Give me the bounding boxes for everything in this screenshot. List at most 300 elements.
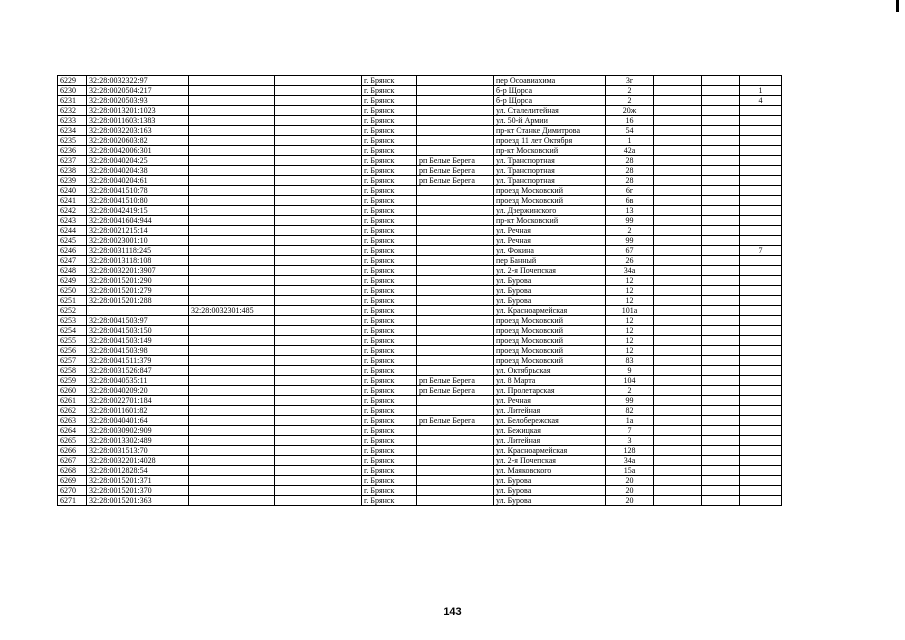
row-number: 6245 [58, 236, 87, 246]
street: ул. Октябрьская [494, 366, 606, 376]
empty-cell [275, 356, 362, 366]
district [417, 286, 494, 296]
house-number: 28 [606, 176, 654, 186]
cadastral-number: 32:28:0041503:150 [87, 326, 189, 336]
table-row [58, 246, 782, 256]
cadastral-number-alt [189, 206, 275, 216]
district [417, 206, 494, 216]
cadastral-number-alt [189, 246, 275, 256]
table-row [58, 306, 782, 316]
street: ул. Транспортная [494, 176, 606, 186]
cadastral-number: 32:28:0041604:944 [87, 216, 189, 226]
row-number: 6229 [58, 76, 87, 86]
empty-cell [275, 346, 362, 356]
flat-number [740, 436, 782, 446]
empty-cell [702, 256, 740, 266]
row-number: 6244 [58, 226, 87, 236]
district [417, 366, 494, 376]
house-number: 2 [606, 96, 654, 106]
empty-cell [275, 316, 362, 326]
empty-cell [654, 166, 702, 176]
house-number: 7 [606, 426, 654, 436]
cadastral-number: 32:28:0042419:15 [87, 206, 189, 216]
cadastral-number-alt [189, 426, 275, 436]
empty-cell [654, 446, 702, 456]
flat-number [740, 256, 782, 266]
district [417, 396, 494, 406]
city: г. Брянск [362, 96, 417, 106]
house-number: 3 [606, 436, 654, 446]
city: г. Брянск [362, 306, 417, 316]
row-number: 6238 [58, 166, 87, 176]
street: ул. 2-я Почепская [494, 456, 606, 466]
flat-number [740, 376, 782, 386]
empty-cell [275, 126, 362, 136]
empty-cell [654, 476, 702, 486]
table-row [58, 376, 782, 386]
flat-number [740, 236, 782, 246]
cadastral-number-alt [189, 296, 275, 306]
table-row [58, 466, 782, 476]
empty-cell [654, 146, 702, 156]
house-number: 12 [606, 326, 654, 336]
empty-cell [654, 366, 702, 376]
table-row [58, 266, 782, 276]
empty-cell [654, 426, 702, 436]
flat-number [740, 276, 782, 286]
empty-cell [702, 296, 740, 306]
empty-cell [275, 406, 362, 416]
empty-cell [702, 426, 740, 436]
district [417, 76, 494, 86]
district [417, 476, 494, 486]
row-number: 6246 [58, 246, 87, 256]
city: г. Брянск [362, 286, 417, 296]
house-number: 99 [606, 396, 654, 406]
empty-cell [654, 106, 702, 116]
empty-cell [702, 186, 740, 196]
street: ул. Белобережская [494, 416, 606, 426]
cadastral-number: 32:28:0031513:70 [87, 446, 189, 456]
house-number: 12 [606, 296, 654, 306]
cadastral-number: 32:28:0041511:379 [87, 356, 189, 366]
cadastral-number-alt [189, 366, 275, 376]
table-row [58, 396, 782, 406]
city: г. Брянск [362, 406, 417, 416]
cadastral-number-alt [189, 106, 275, 116]
empty-cell [275, 116, 362, 126]
empty-cell [275, 396, 362, 406]
district [417, 486, 494, 496]
empty-cell [275, 186, 362, 196]
table-row [58, 166, 782, 176]
empty-cell [654, 376, 702, 386]
empty-cell [702, 316, 740, 326]
cadastral-number-alt: 32:28:0032301:485 [189, 306, 275, 316]
table-row [58, 356, 782, 366]
city: г. Брянск [362, 196, 417, 206]
city: г. Брянск [362, 276, 417, 286]
empty-cell [275, 86, 362, 96]
cadastral-number: 32:28:0020603:82 [87, 136, 189, 146]
empty-cell [275, 496, 362, 506]
empty-cell [275, 156, 362, 166]
street: ул. Дзержинского [494, 206, 606, 216]
house-number: 82 [606, 406, 654, 416]
cadastral-number-alt [189, 386, 275, 396]
house-number: 104 [606, 376, 654, 386]
cadastral-number-alt [189, 86, 275, 96]
empty-cell [702, 196, 740, 206]
flat-number [740, 76, 782, 86]
empty-cell [654, 226, 702, 236]
district: рп Белые Берега [417, 176, 494, 186]
district [417, 336, 494, 346]
empty-cell [702, 166, 740, 176]
row-number: 6230 [58, 86, 87, 96]
row-number: 6259 [58, 376, 87, 386]
district [417, 196, 494, 206]
house-number: 28 [606, 166, 654, 176]
empty-cell [654, 96, 702, 106]
row-number: 6234 [58, 126, 87, 136]
flat-number [740, 226, 782, 236]
empty-cell [275, 206, 362, 216]
empty-cell [702, 436, 740, 446]
cadastral-number: 32:28:0015201:288 [87, 296, 189, 306]
house-number: 20 [606, 476, 654, 486]
table-row [58, 486, 782, 496]
flat-number [740, 486, 782, 496]
house-number: 99 [606, 216, 654, 226]
table-row [58, 176, 782, 186]
row-number: 6233 [58, 116, 87, 126]
row-number: 6241 [58, 196, 87, 206]
house-number: 12 [606, 336, 654, 346]
city: г. Брянск [362, 416, 417, 426]
cadastral-number: 32:28:0015201:370 [87, 486, 189, 496]
cadastral-number: 32:28:0040535:11 [87, 376, 189, 386]
flat-number [740, 416, 782, 426]
table-row [58, 496, 782, 506]
cadastral-number-alt [189, 356, 275, 366]
empty-cell [702, 486, 740, 496]
table-body [58, 76, 782, 506]
row-number: 6256 [58, 346, 87, 356]
empty-cell [702, 216, 740, 226]
house-number: 34а [606, 456, 654, 466]
empty-cell [275, 266, 362, 276]
cadastral-number: 32:28:0030902:909 [87, 426, 189, 436]
empty-cell [275, 106, 362, 116]
table-row [58, 196, 782, 206]
flat-number [740, 406, 782, 416]
empty-cell [654, 396, 702, 406]
empty-cell [702, 446, 740, 456]
street: ул. Бурова [494, 296, 606, 306]
table-row [58, 316, 782, 326]
cadastral-number: 32:28:0012828:54 [87, 466, 189, 476]
empty-cell [702, 106, 740, 116]
city: г. Брянск [362, 396, 417, 406]
row-number: 6235 [58, 136, 87, 146]
city: г. Брянск [362, 246, 417, 256]
page-number: 143 [443, 606, 462, 618]
empty-cell [275, 276, 362, 286]
house-number: 54 [606, 126, 654, 136]
flat-number [740, 156, 782, 166]
cadastral-number-alt [189, 116, 275, 126]
empty-cell [275, 166, 362, 176]
table-row [58, 476, 782, 486]
empty-cell [654, 266, 702, 276]
flat-number [740, 196, 782, 206]
district [417, 276, 494, 286]
cadastral-number: 32:28:0041503:97 [87, 316, 189, 326]
district [417, 186, 494, 196]
cadastral-number: 32:28:0040204:38 [87, 166, 189, 176]
row-number: 6240 [58, 186, 87, 196]
row-number: 6271 [58, 496, 87, 506]
house-number: 2 [606, 226, 654, 236]
flat-number [740, 336, 782, 346]
house-number: 28 [606, 156, 654, 166]
street: пер Банный [494, 256, 606, 266]
cadastral-number: 32:28:0020503:93 [87, 96, 189, 106]
cadastral-number-alt [189, 196, 275, 206]
empty-cell [654, 206, 702, 216]
flat-number [740, 426, 782, 436]
table-row [58, 366, 782, 376]
cadastral-number-alt [189, 336, 275, 346]
cadastral-number: 32:28:0040401:64 [87, 416, 189, 426]
street: ул. Бурова [494, 476, 606, 486]
row-number: 6260 [58, 386, 87, 396]
cadastral-number: 32:28:0021215:14 [87, 226, 189, 236]
empty-cell [702, 396, 740, 406]
house-number: 20ж [606, 106, 654, 116]
flat-number [740, 186, 782, 196]
street: проезд Московский [494, 316, 606, 326]
empty-cell [702, 236, 740, 246]
flat-number [740, 456, 782, 466]
flat-number [740, 146, 782, 156]
empty-cell [275, 386, 362, 396]
street: проезд Московский [494, 196, 606, 206]
cadastral-number-alt [189, 76, 275, 86]
street: проезд Московский [494, 336, 606, 346]
district [417, 466, 494, 476]
cadastral-number: 32:28:0031118:245 [87, 246, 189, 256]
cadastral-number: 32:28:0032322:97 [87, 76, 189, 86]
city: г. Брянск [362, 316, 417, 326]
street: ул. Красноармейская [494, 306, 606, 316]
row-number: 6253 [58, 316, 87, 326]
city: г. Брянск [362, 136, 417, 146]
row-number: 6239 [58, 176, 87, 186]
empty-cell [702, 146, 740, 156]
empty-cell [275, 136, 362, 146]
city: г. Брянск [362, 206, 417, 216]
row-number: 6263 [58, 416, 87, 426]
cadastral-number-alt [189, 276, 275, 286]
row-number: 6268 [58, 466, 87, 476]
district [417, 266, 494, 276]
city: г. Брянск [362, 216, 417, 226]
scan-edge-mark [896, 0, 899, 12]
table-row [58, 256, 782, 266]
table-row [58, 416, 782, 426]
table-row [58, 126, 782, 136]
empty-cell [654, 286, 702, 296]
empty-cell [654, 316, 702, 326]
house-number: 6в [606, 196, 654, 206]
street: ул. Бурова [494, 486, 606, 496]
house-number: 83 [606, 356, 654, 366]
house-number: 67 [606, 246, 654, 256]
street: ул. Маяковского [494, 466, 606, 476]
flat-number [740, 316, 782, 326]
table-row [58, 76, 782, 86]
row-number: 6257 [58, 356, 87, 366]
cadastral-number-alt [189, 136, 275, 146]
table-row [58, 156, 782, 166]
empty-cell [275, 366, 362, 376]
city: г. Брянск [362, 156, 417, 166]
cadastral-number: 32:28:0032203:163 [87, 126, 189, 136]
district [417, 496, 494, 506]
house-number: 15а [606, 466, 654, 476]
empty-cell [702, 496, 740, 506]
empty-cell [702, 336, 740, 346]
house-number: 1 [606, 136, 654, 146]
cadastral-number-alt [189, 286, 275, 296]
street: ул. Речная [494, 226, 606, 236]
empty-cell [275, 256, 362, 266]
house-number: 16 [606, 116, 654, 126]
flat-number [740, 136, 782, 146]
empty-cell [275, 476, 362, 486]
empty-cell [654, 496, 702, 506]
city: г. Брянск [362, 266, 417, 276]
cadastral-number-alt [189, 186, 275, 196]
table-row [58, 336, 782, 346]
city: г. Брянск [362, 476, 417, 486]
table-row [58, 96, 782, 106]
cadastral-number-alt [189, 226, 275, 236]
street: ул. 8 Марта [494, 376, 606, 386]
empty-cell [702, 266, 740, 276]
city: г. Брянск [362, 76, 417, 86]
empty-cell [702, 156, 740, 166]
empty-cell [275, 466, 362, 476]
cadastral-number: 32:28:0013118:108 [87, 256, 189, 266]
cadastral-number: 32:28:0013201:1023 [87, 106, 189, 116]
cadastral-number-alt [189, 156, 275, 166]
street: проезд Московский [494, 356, 606, 366]
house-number: 12 [606, 276, 654, 286]
district [417, 306, 494, 316]
street: ул. Речная [494, 396, 606, 406]
district: рп Белые Берега [417, 166, 494, 176]
flat-number [740, 346, 782, 356]
street: ул. Бурова [494, 286, 606, 296]
house-number: 12 [606, 316, 654, 326]
cadastral-number-alt [189, 486, 275, 496]
row-number: 6236 [58, 146, 87, 156]
district [417, 436, 494, 446]
empty-cell [702, 136, 740, 146]
street: ул. Пролетарская [494, 386, 606, 396]
street: ул. Фокина [494, 246, 606, 256]
empty-cell [275, 436, 362, 446]
flat-number [740, 216, 782, 226]
district [417, 256, 494, 266]
empty-cell [654, 176, 702, 186]
district [417, 126, 494, 136]
city: г. Брянск [362, 226, 417, 236]
table-row [58, 86, 782, 96]
district [417, 346, 494, 356]
empty-cell [654, 336, 702, 346]
table-row [58, 146, 782, 156]
cadastral-number-alt [189, 266, 275, 276]
row-number: 6262 [58, 406, 87, 416]
register-sheet [57, 75, 782, 506]
empty-cell [654, 86, 702, 96]
empty-cell [702, 476, 740, 486]
street: ул. 2-я Почепская [494, 266, 606, 276]
house-number: 42а [606, 146, 654, 156]
flat-number [740, 306, 782, 316]
street: пр-кт Московский [494, 216, 606, 226]
cadastral-number-alt [189, 256, 275, 266]
district [417, 146, 494, 156]
table-row [58, 216, 782, 226]
empty-cell [654, 466, 702, 476]
flat-number [740, 476, 782, 486]
flat-number [740, 166, 782, 176]
district [417, 96, 494, 106]
table-row [58, 436, 782, 446]
district [417, 446, 494, 456]
city: г. Брянск [362, 256, 417, 266]
cadastral-number: 32:28:0023001:10 [87, 236, 189, 246]
empty-cell [275, 306, 362, 316]
empty-cell [275, 176, 362, 186]
row-number: 6255 [58, 336, 87, 346]
cadastral-number-alt [189, 96, 275, 106]
empty-cell [654, 156, 702, 166]
city: г. Брянск [362, 326, 417, 336]
cadastral-number: 32:28:0040204:25 [87, 156, 189, 166]
table-row [58, 276, 782, 286]
house-number: 12 [606, 346, 654, 356]
district [417, 356, 494, 366]
empty-cell [702, 276, 740, 286]
city: г. Брянск [362, 346, 417, 356]
cadastral-number-alt [189, 216, 275, 226]
flat-number [740, 126, 782, 136]
district [417, 236, 494, 246]
cadastral-number-alt [189, 436, 275, 446]
street: ул. Бурова [494, 276, 606, 286]
empty-cell [702, 306, 740, 316]
empty-cell [654, 416, 702, 426]
empty-cell [654, 346, 702, 356]
row-number: 6251 [58, 296, 87, 306]
cadastral-number-alt [189, 316, 275, 326]
